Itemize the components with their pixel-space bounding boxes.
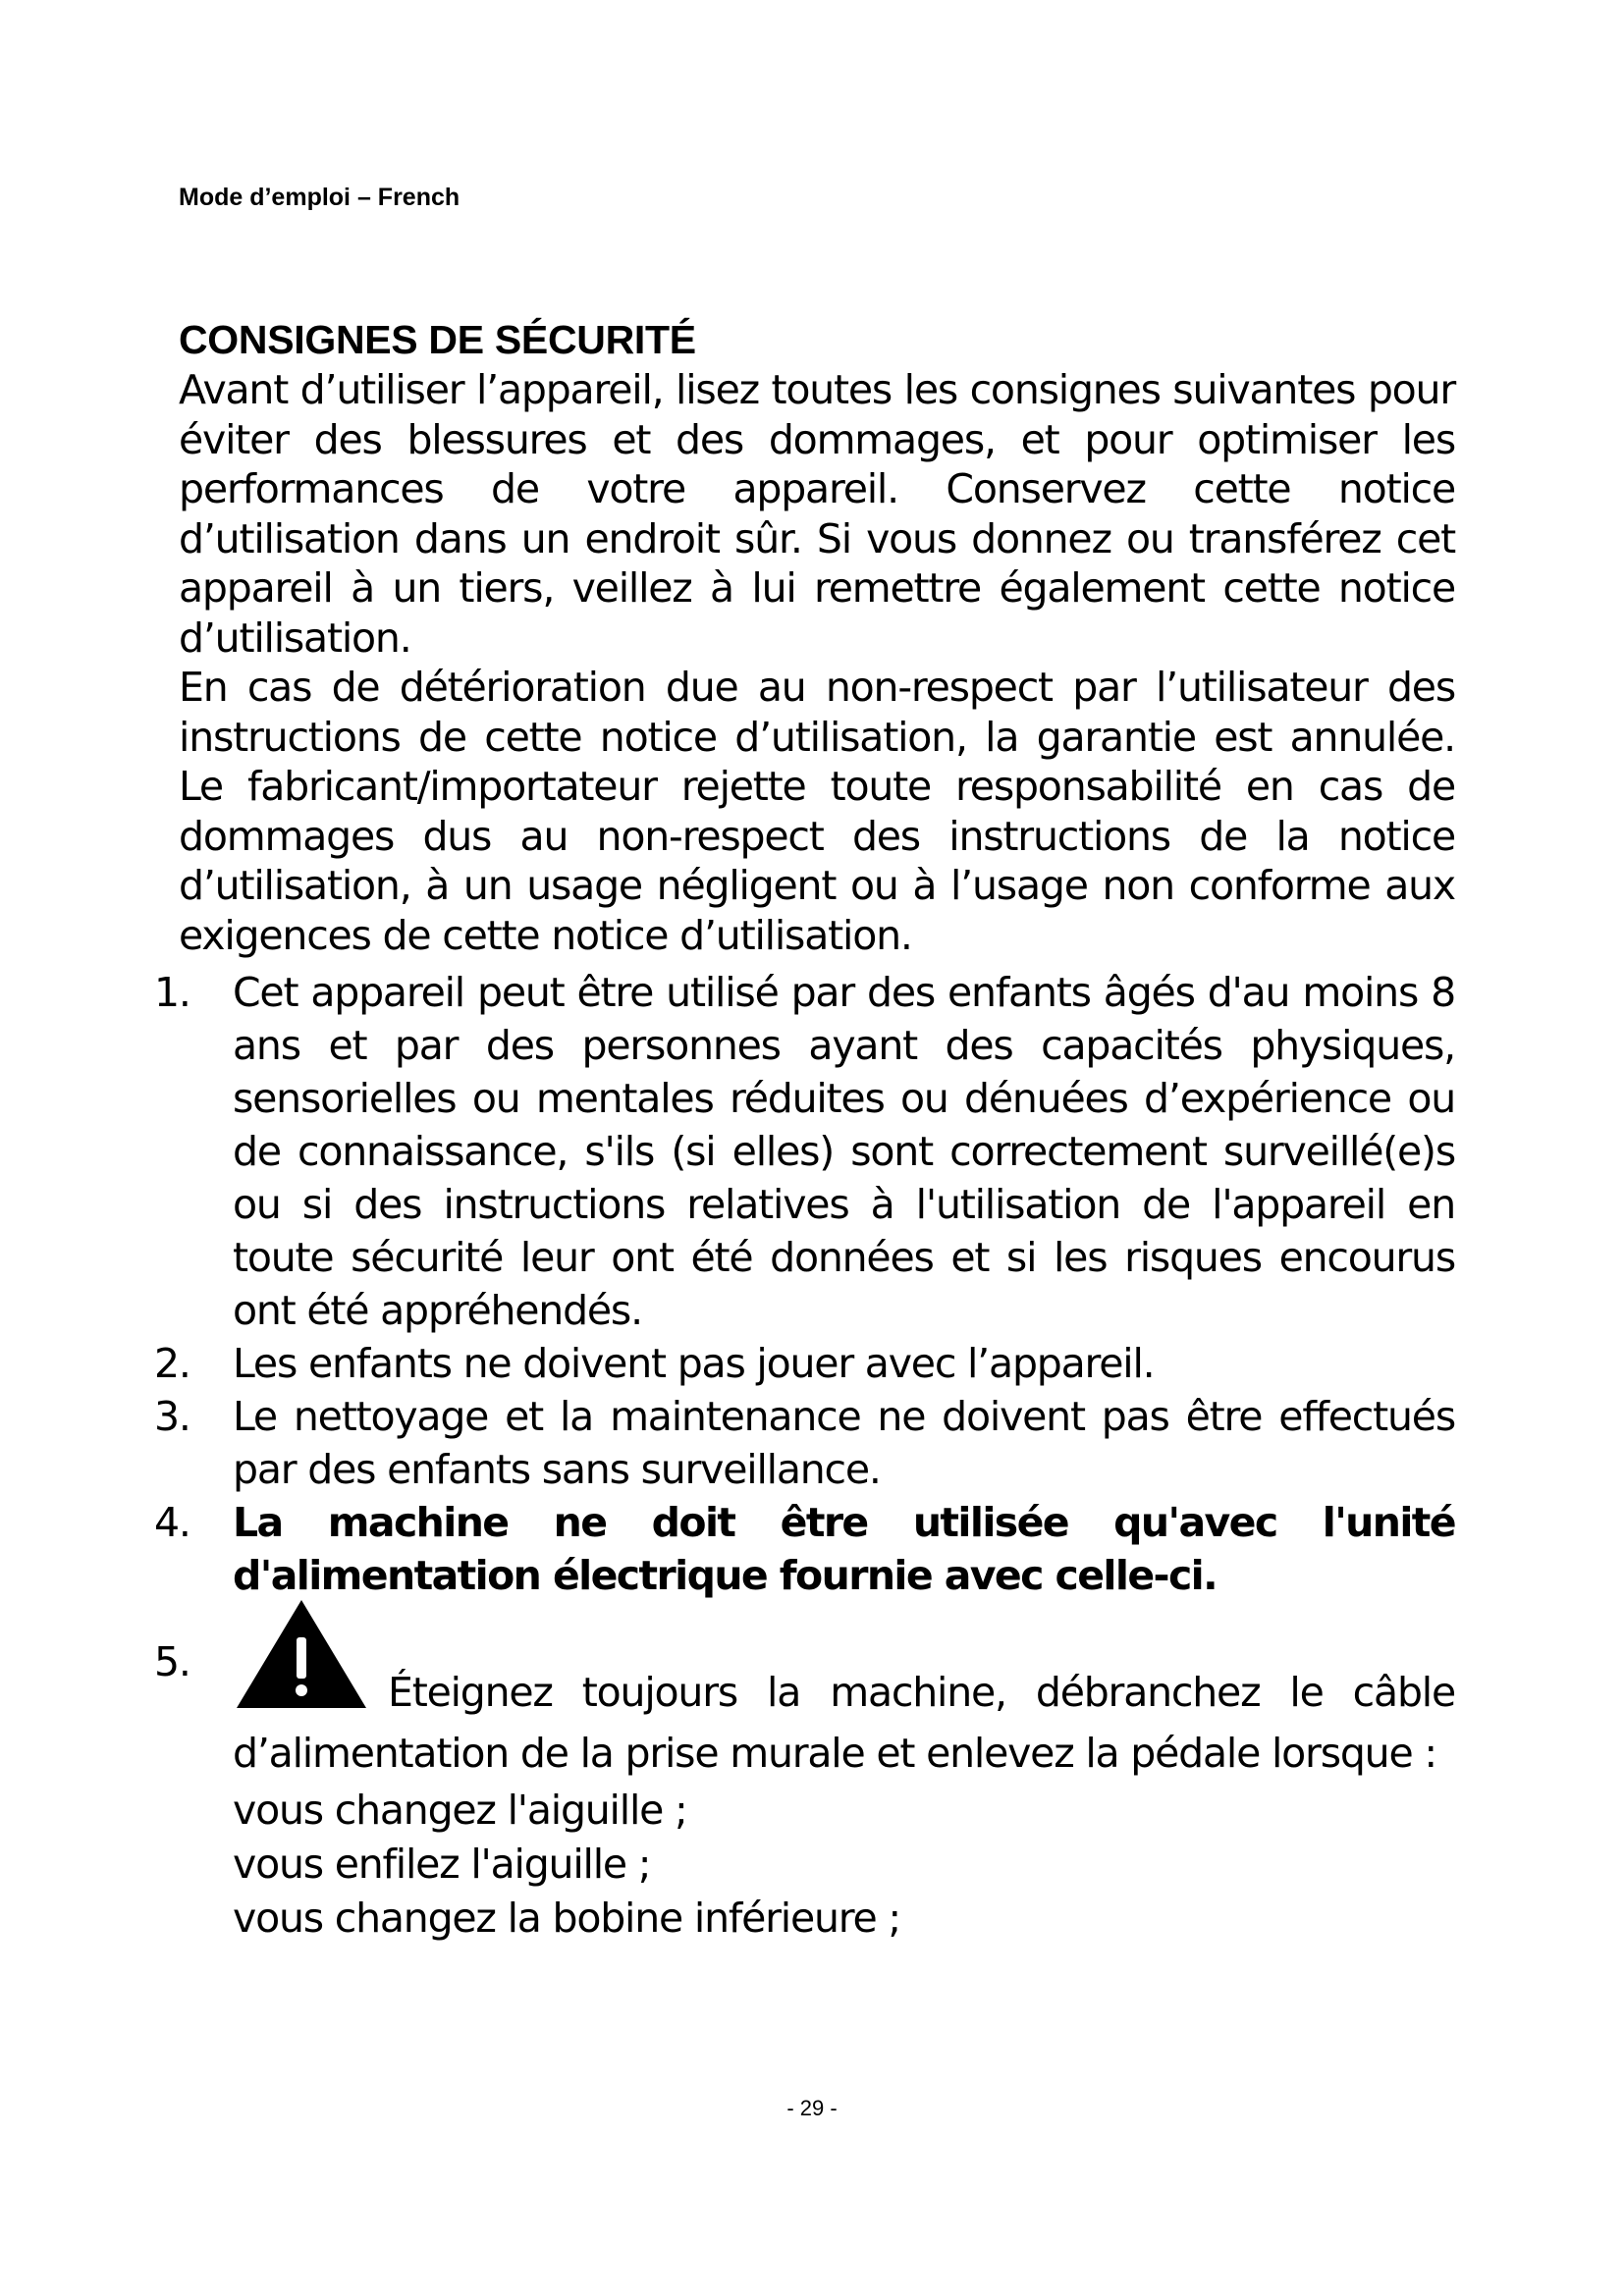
warranty-paragraph: En cas de détérioration due au non-respect par l’utilisateur des instructions de cette notice d’utilisation, la garantie est annulée. Le fabricant/importateur rejette toute responsabilité en cas de dommages dus au non-respect des instructions de la notice d’utilisation, à un usage négligent ou à l’usage non conforme aux exigences de cette notice d’utilisation. [179, 664, 1455, 959]
intro-paragraph: Avant d’utiliser l’appareil, lisez toutes les consignes suivantes pour éviter des blessures et des dommages, et pour optimiser les performances de votre appareil. Conservez cette notice d’utilisation dans un endroit sûr. Si vous donnez ou transférez cet appareil à un tiers, veillez à lui remettre également cette notice d’utilisation. [179, 366, 1455, 662]
item-number: 3. [154, 1393, 190, 1440]
warning-triangle-icon [233, 1631, 380, 1712]
list-item [154, 966, 1455, 1337]
item-text: Éteignez toujours la machine, débranchez le câble d’alimentation de la prise murale et enlevez la pédale lorsque : [233, 1669, 1455, 1777]
item-number: 5. [154, 1638, 190, 1685]
list-item [154, 1390, 1455, 1496]
sub-item: vous enfilez l'aiguille ; [233, 1841, 651, 1888]
sub-item: vous changez la bobine inférieure ; [233, 1895, 901, 1942]
item-text: Le nettoyage et la maintenance ne doivent pas être effectués par des enfants sans surveillance. [233, 1393, 1455, 1493]
list-item [154, 1337, 1455, 1390]
item-number: 4. [154, 1499, 190, 1546]
item-text: Cet appareil peut être utilisé par des enfants âgés d'au moins 8 ans et par des personnes ayant des capacités physiques, sensorielles ou mentales réduites ou dénuées d’expérience ou de connaissance, s'ils (si elles) sont correctement surveillé(e)s ou si des instructions relatives à l'utilisation de l'appareil en toute sécurité leur ont été données et si les risques encourus ont été appréhendés. [233, 969, 1455, 1334]
sub-item: vous changez l'aiguille ; [233, 1787, 687, 1834]
page-number: - 29 - [786, 2096, 838, 2120]
item-number: 1. [154, 969, 190, 1016]
item-number: 2. [154, 1340, 190, 1387]
safety-section [154, 314, 1455, 1946]
item-text: Les enfants ne doivent pas jouer avec l’appareil. [233, 1340, 1155, 1387]
list-item [154, 1496, 1455, 1602]
section-title: CONSIGNES DE SÉCURITÉ [179, 317, 696, 362]
warning-triangle-icon [233, 1596, 370, 1712]
document-header: Mode d’emploi – French [179, 184, 460, 211]
list-item [154, 1631, 1455, 1946]
item-text-bold: La machine ne doit être utilisée qu'avec l'unité d'alimentation électrique fournie avec celle-ci. [233, 1499, 1455, 1599]
safety-list [154, 966, 1455, 1946]
